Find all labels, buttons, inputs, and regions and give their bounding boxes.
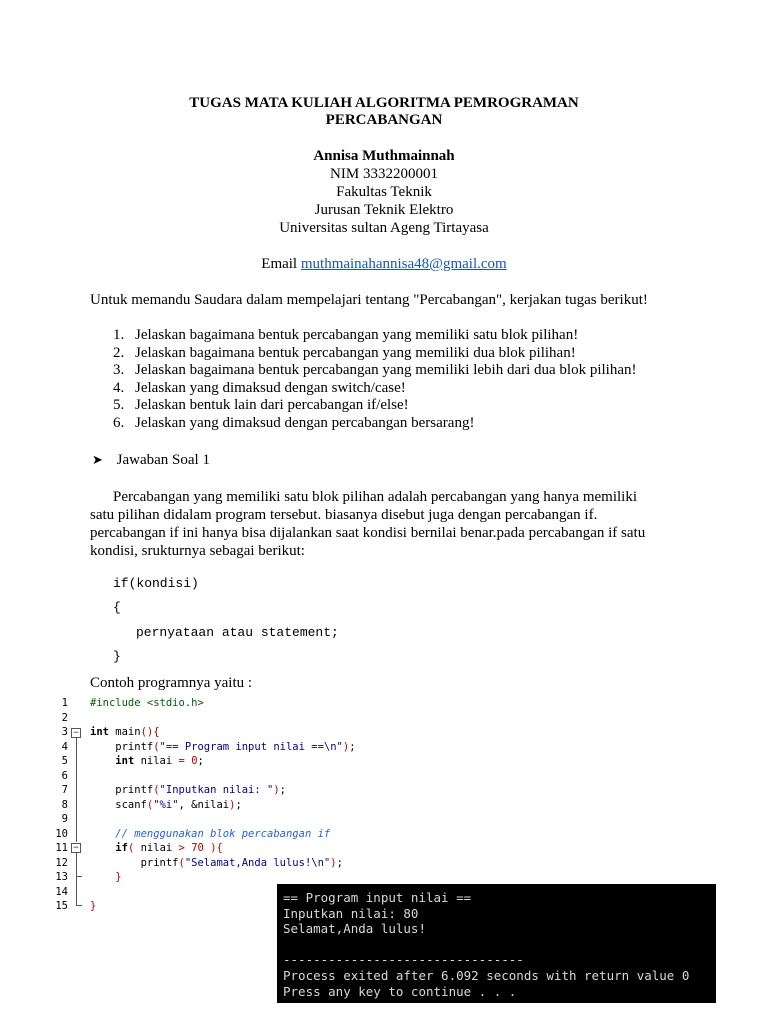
code-line: #include <stdio.h> [90, 697, 204, 709]
code-line: } [115, 871, 122, 883]
console-line: Press any key to continue . . . [283, 983, 517, 999]
console-line: == Program input nilai == [283, 890, 472, 905]
line-number: 3 [61, 726, 68, 738]
syntax-line-if: if(kondisi) [113, 576, 199, 591]
nim: NIM 3332200001 [330, 166, 438, 182]
console-line: Process exited after 6.092 seconds with return value 0 [283, 967, 690, 983]
console-output [277, 884, 716, 1003]
line-number: 13 [55, 871, 68, 883]
answer-paragraph [90, 488, 690, 560]
syntax-line-close-brace: } [113, 649, 121, 664]
console-line: Selamat,Anda lulus! [283, 921, 426, 937]
line-number: 1 [61, 697, 68, 709]
list-item-number: 4. [113, 379, 125, 396]
author-name: Annisa Muthmainnah [313, 148, 455, 164]
line-number: 2 [61, 711, 68, 724]
list-item [113, 415, 637, 433]
code-editor [50, 697, 470, 912]
code-line: int main(){ [90, 726, 160, 738]
line-number: 6 [61, 769, 68, 782]
list-item-text: Jelaskan bagaimana bentuk percabangan yang memiliki lebih dari dua blok pilihan! [135, 362, 637, 379]
code-line: // menggunakan blok percabangan if [115, 827, 331, 840]
arrow-bullet-icon: ➤ [92, 452, 103, 467]
list-item [113, 345, 637, 363]
answer-line: satu pilihan didalam program tersebut. biasanya disebut juga dengan percabangan if. [90, 507, 598, 523]
syntax-line-open-brace: { [113, 600, 121, 615]
line-number: 14 [55, 885, 68, 898]
code-line: int nilai = 0; [115, 755, 204, 767]
list-item [113, 397, 637, 415]
question-list [113, 327, 637, 433]
fold-guide-line [76, 738, 77, 842]
line-number: 5 [61, 755, 68, 767]
fold-guide-line [76, 853, 77, 905]
list-item-text: Jelaskan bagaimana bentuk percabangan yang memiliki satu blok pilihan! [135, 327, 579, 343]
console-line: Inputkan nilai: 80 [283, 905, 419, 921]
example-label: Contoh programnya yaitu : [90, 675, 253, 691]
fold-end-marker [76, 876, 82, 877]
intro-paragraph: Untuk memandu Saudara dalam mempelajari tentang "Percabangan", kerjakan tugas berikut! [90, 292, 648, 308]
list-item [113, 362, 637, 380]
document-title-line1: TUGAS MATA KULIAH ALGORITMA PEMROGRAMAN [189, 95, 579, 111]
fold-collapse-icon[interactable]: − [71, 728, 81, 738]
console-line: -------------------------------- [283, 952, 524, 968]
answer-heading-text: Jawaban Soal 1 [116, 452, 210, 468]
code-line: if( nilai > 70 ){ [115, 842, 223, 854]
line-number: 4 [61, 740, 68, 753]
list-item-number: 2. [113, 344, 125, 361]
list-item-text: Jelaskan bagaimana bentuk percabangan yang memiliki dua blok pilihan! [135, 344, 576, 361]
answer-heading [92, 452, 210, 469]
line-number: 11 [55, 842, 68, 854]
list-item-number: 1. [113, 327, 125, 343]
list-item-number: 6. [113, 414, 125, 431]
faculty: Fakultas Teknik [336, 184, 432, 200]
line-number: 10 [55, 827, 68, 840]
email-line [0, 256, 768, 273]
email-link[interactable]: muthmainahannisa48@gmail.com [300, 256, 507, 272]
list-item [113, 380, 637, 398]
list-item [113, 327, 637, 345]
university: Universitas sultan Ageng Tirtayasa [279, 220, 489, 236]
answer-line: Percabangan yang memiliki satu blok pilihan adalah percabangan yang hanya memiliki [113, 489, 637, 505]
syntax-line-statement: pernyataan atau statement; [136, 625, 339, 640]
answer-line: kondisi, srukturnya sebagai berikut: [90, 543, 305, 559]
fold-collapse-icon[interactable]: − [71, 843, 81, 853]
line-number: 12 [55, 856, 68, 869]
line-number: 15 [55, 900, 68, 912]
line-number: 8 [61, 798, 68, 811]
code-line: printf("Selamat,Anda lulus!\n"); [90, 856, 343, 869]
list-item-number: 3. [113, 362, 125, 379]
list-item-text: Jelaskan bentuk lain dari percabangan if/else! [135, 397, 409, 414]
code-line: printf("Inputkan nilai: "); [90, 784, 286, 796]
code-line: scanf("%i", &nilai); [90, 798, 242, 811]
code-line: printf("== Program input nilai ==\n"); [90, 740, 356, 753]
list-item-number: 5. [113, 397, 125, 414]
email-label: Email [261, 256, 298, 272]
answer-line: percabangan if ini hanya bisa dijalankan saat kondisi bernilai benar.pada percabangan if satu [90, 525, 646, 541]
fold-end-marker [76, 905, 82, 906]
list-item-text: Jelaskan yang dimaksud dengan switch/case! [135, 379, 406, 396]
code-line: } [90, 900, 97, 912]
department: Jurusan Teknik Elektro [314, 202, 454, 218]
document-title-line2: PERCABANGAN [325, 112, 443, 128]
console-line [283, 937, 716, 953]
line-number: 7 [61, 784, 68, 796]
list-item-text: Jelaskan yang dimaksud dengan percabangan bersarang! [135, 414, 475, 431]
line-number: 9 [61, 813, 68, 825]
